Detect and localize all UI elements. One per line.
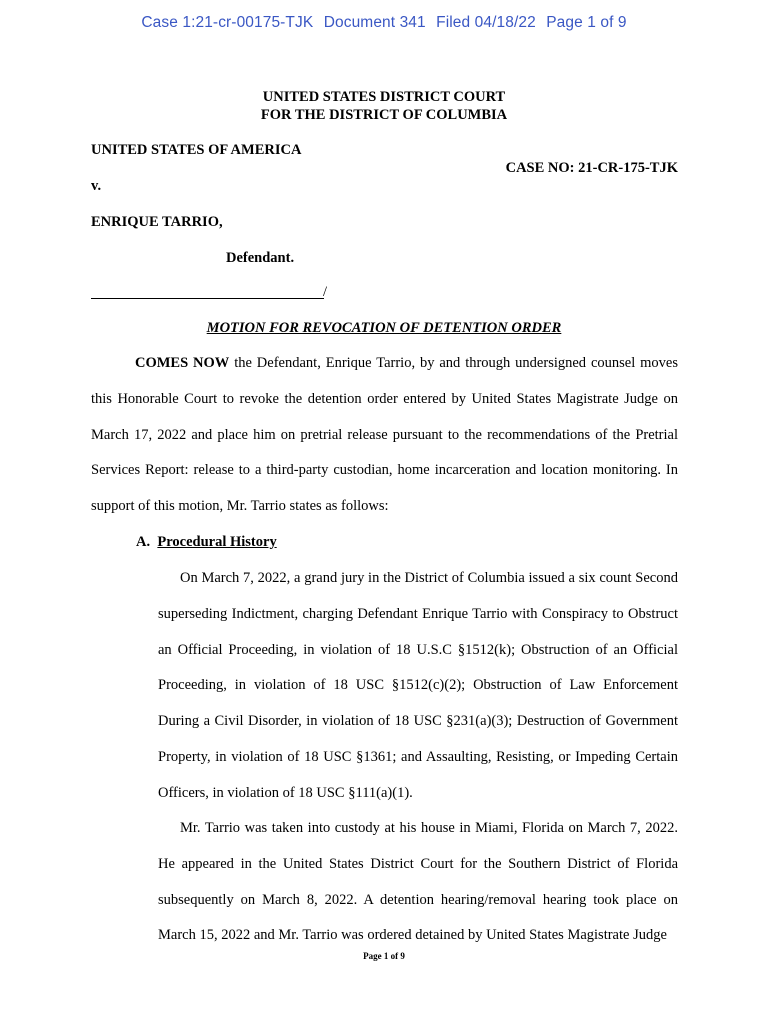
court-title: [0, 88, 768, 124]
intro-text: the Defendant, Enrique Tarrio, by and through undersigned counsel moves this Honorable Court to revoke the detention order entered by United States Magistrate Judge on March 17, 2022 and place him on pretrial release pursuant to the recommendations of the Pretrial Services Report: release to a third-party custodian, home incarceration and location monitoring. In support of this motion, Mr. Tarrio states as follows:: [91, 355, 678, 515]
page-footer: Page 1 of 9: [363, 951, 405, 961]
caption-rule: [91, 298, 324, 299]
section-marker: A.: [136, 534, 151, 550]
procedural-paragraph-2: Mr. Tarrio was taken into custody at his house in Miami, Florida on March 7, 2022. He appeared in the United States District Court for the Southern District of Florida subsequently on March 8, 2022. A detention hearing/removal hearing took place on March 15, 2022 and Mr. Tarrio was ordered detained by United States Magistrate Judge: [158, 820, 678, 944]
header-page: Page 1 of 9: [546, 14, 627, 31]
court-line-2: FOR THE DISTRICT OF COLUMBIA: [260, 107, 508, 123]
intro-lead: COMES NOW: [135, 355, 230, 371]
defendant-label: Defendant.: [226, 250, 295, 266]
defendant-name: ENRIQUE TARRIO,: [91, 214, 223, 230]
filed-date: Filed 04/18/22: [436, 14, 536, 31]
caption-slash: /: [323, 284, 328, 300]
ecf-header: [0, 14, 768, 32]
versus: v.: [91, 178, 102, 194]
procedural-paragraph-1: On March 7, 2022, a grand jury in the District of Columbia issued a six count Second superseding Indictment, charging Defendant Enrique Tarrio with Conspiracy to Obstruct an Official Proceeding, in violation of 18 U.S.C §1512(k); Obstruction of an Official Proceeding, in violation of 18 USC §1512(c)(2); Obstruction of Law Enforcement During a Civil Disorder, in violation of 18 USC §231(a)(3); Destruction of Government Property, in violation of 18 USC §1361; and Assaulting, Resisting, or Impeding Certain Officers, in violation of 18 USC §111(a)(1).: [158, 570, 678, 801]
document-number: Document 341: [323, 14, 426, 31]
case-no: CASE NO: 21-CR-175-TJK: [505, 160, 678, 176]
section-title: Procedural History: [157, 534, 277, 550]
section-heading: [136, 534, 277, 551]
plaintiff: UNITED STATES OF AMERICA: [91, 142, 302, 158]
case-number: Case 1:21-cr-00175-TJK: [141, 14, 314, 31]
court-line-1: UNITED STATES DISTRICT COURT: [262, 89, 506, 105]
motion-title: MOTION FOR REVOCATION OF DETENTION ORDER: [206, 320, 562, 336]
intro-paragraph: [91, 346, 678, 525]
